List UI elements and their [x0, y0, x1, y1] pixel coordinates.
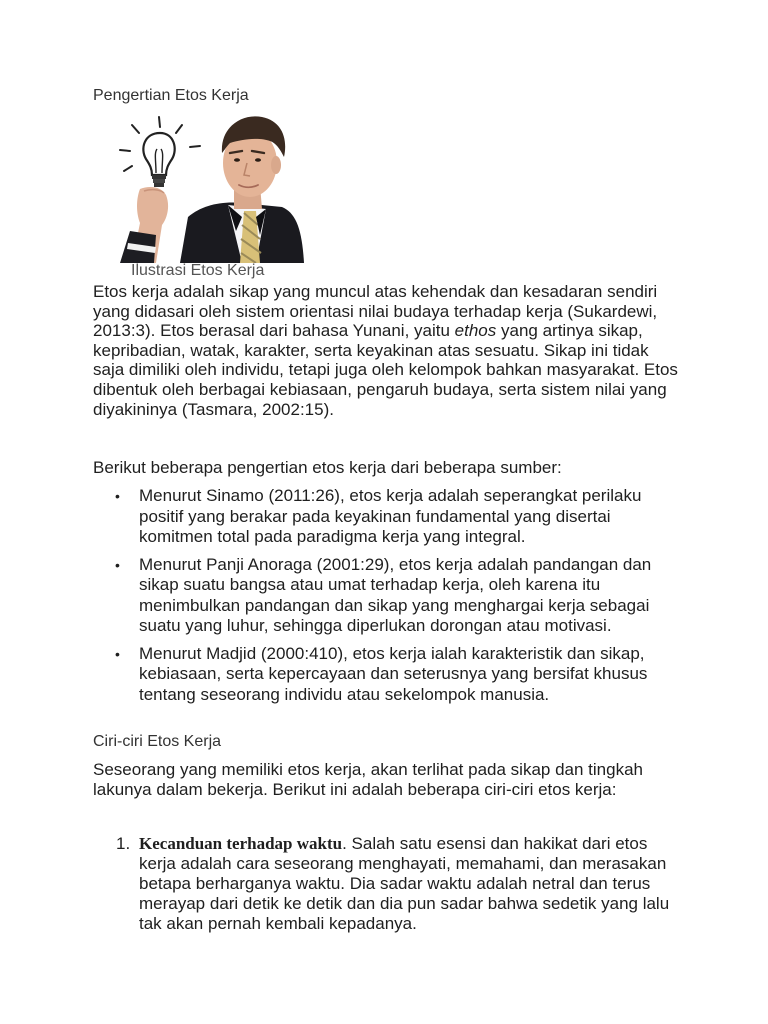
list-item-text: Menurut Panji Anoraga (2001:29), etos kerja adalah pandangan dan sikap suatu bangsa atau umat terhadap kerja, oleh karena itu menimbulkan pandangan dan sikap yang menghargai kerja sebagai suatu yang luhur, sehingga diperlukan dorongan atau motivasi. — [139, 554, 652, 635]
businessman-lightbulb-illustration — [110, 113, 304, 263]
figure-caption: Ilustrasi Etos Kerja — [131, 262, 265, 279]
intro-paragraph — [93, 282, 683, 419]
list-item — [93, 834, 683, 934]
bullet-icon: • — [115, 645, 120, 662]
list-item — [93, 555, 683, 637]
list-item — [93, 644, 683, 706]
sources-intro-paragraph: Berikut beberapa pengertian etos kerja dari beberapa sumber: — [93, 458, 562, 477]
list-item-text: . Salah satu esensi dan hakikat dari etos kerja adalah cara seseorang menghayati, memahami, dan merasakan betapa berharganya waktu. Dia sadar waktu adalah netral dan terus merayap dari detik ke detik dan dia pun sadar bahwa sedetik yang lalu tak akan pernah kembali kepadanya. — [139, 834, 670, 933]
bullet-icon: • — [115, 556, 120, 573]
section-subheading: Ciri-ciri Etos Kerja — [93, 733, 222, 750]
characteristics-intro-paragraph: Seseorang yang memiliki etos kerja, akan terlihat pada sikap dan tingkah lakunya dalam bekerja. Berikut ini adalah beberapa ciri-ciri etos kerja: — [93, 760, 643, 799]
illustration-image — [110, 113, 304, 263]
list-item — [93, 486, 683, 548]
list-item-term: Kecanduan terhadap waktu — [139, 834, 343, 853]
ethos-term: ethos — [454, 321, 497, 341]
list-item-text: Menurut Sinamo (2011:26), etos kerja adalah seperangkat perilaku positif yang berakar pada keyakinan fundamental yang disertai komitmen total pada paradigma kerja yang integral. — [139, 486, 642, 546]
definitions-list — [93, 486, 683, 712]
bullet-icon: • — [115, 488, 120, 504]
list-item-number: 1. — [116, 834, 131, 853]
intro-paragraph-text-a: Etos kerja adalah sikap yang muncul atas kehendak dan kesadaran sendiri yang didasari oleh sistem orientasi nilai budaya terhadap kerja (Sukardewi, 2013:3). Etos berasal dari bahasa Yunani, yaitu — [93, 282, 658, 341]
intro-paragraph-text-b: yang artinya sikap, kepribadian, watak, karakter, serta keyakinan atas sesuatu. Sikap ini tidak saja dimiliki oleh individu, tetapi juga oleh kelompok bahkan masyarakat. Etos dibentuk oleh berbagai kebiasaan, pengaruh budaya, serta sistem nilai yang diyakininya (Tasmara, 2002:15). — [93, 321, 678, 419]
characteristics-list — [93, 834, 683, 934]
list-item-text: Menurut Madjid (2000:410), etos kerja ialah karakteristik dan sikap, kebiasaan, serta kepercayaan dan seterusnya yang bersifat khusus tentang seseorang individu atau sekelompok manusia. — [139, 643, 648, 704]
page-title: Pengertian Etos Kerja — [93, 87, 249, 104]
